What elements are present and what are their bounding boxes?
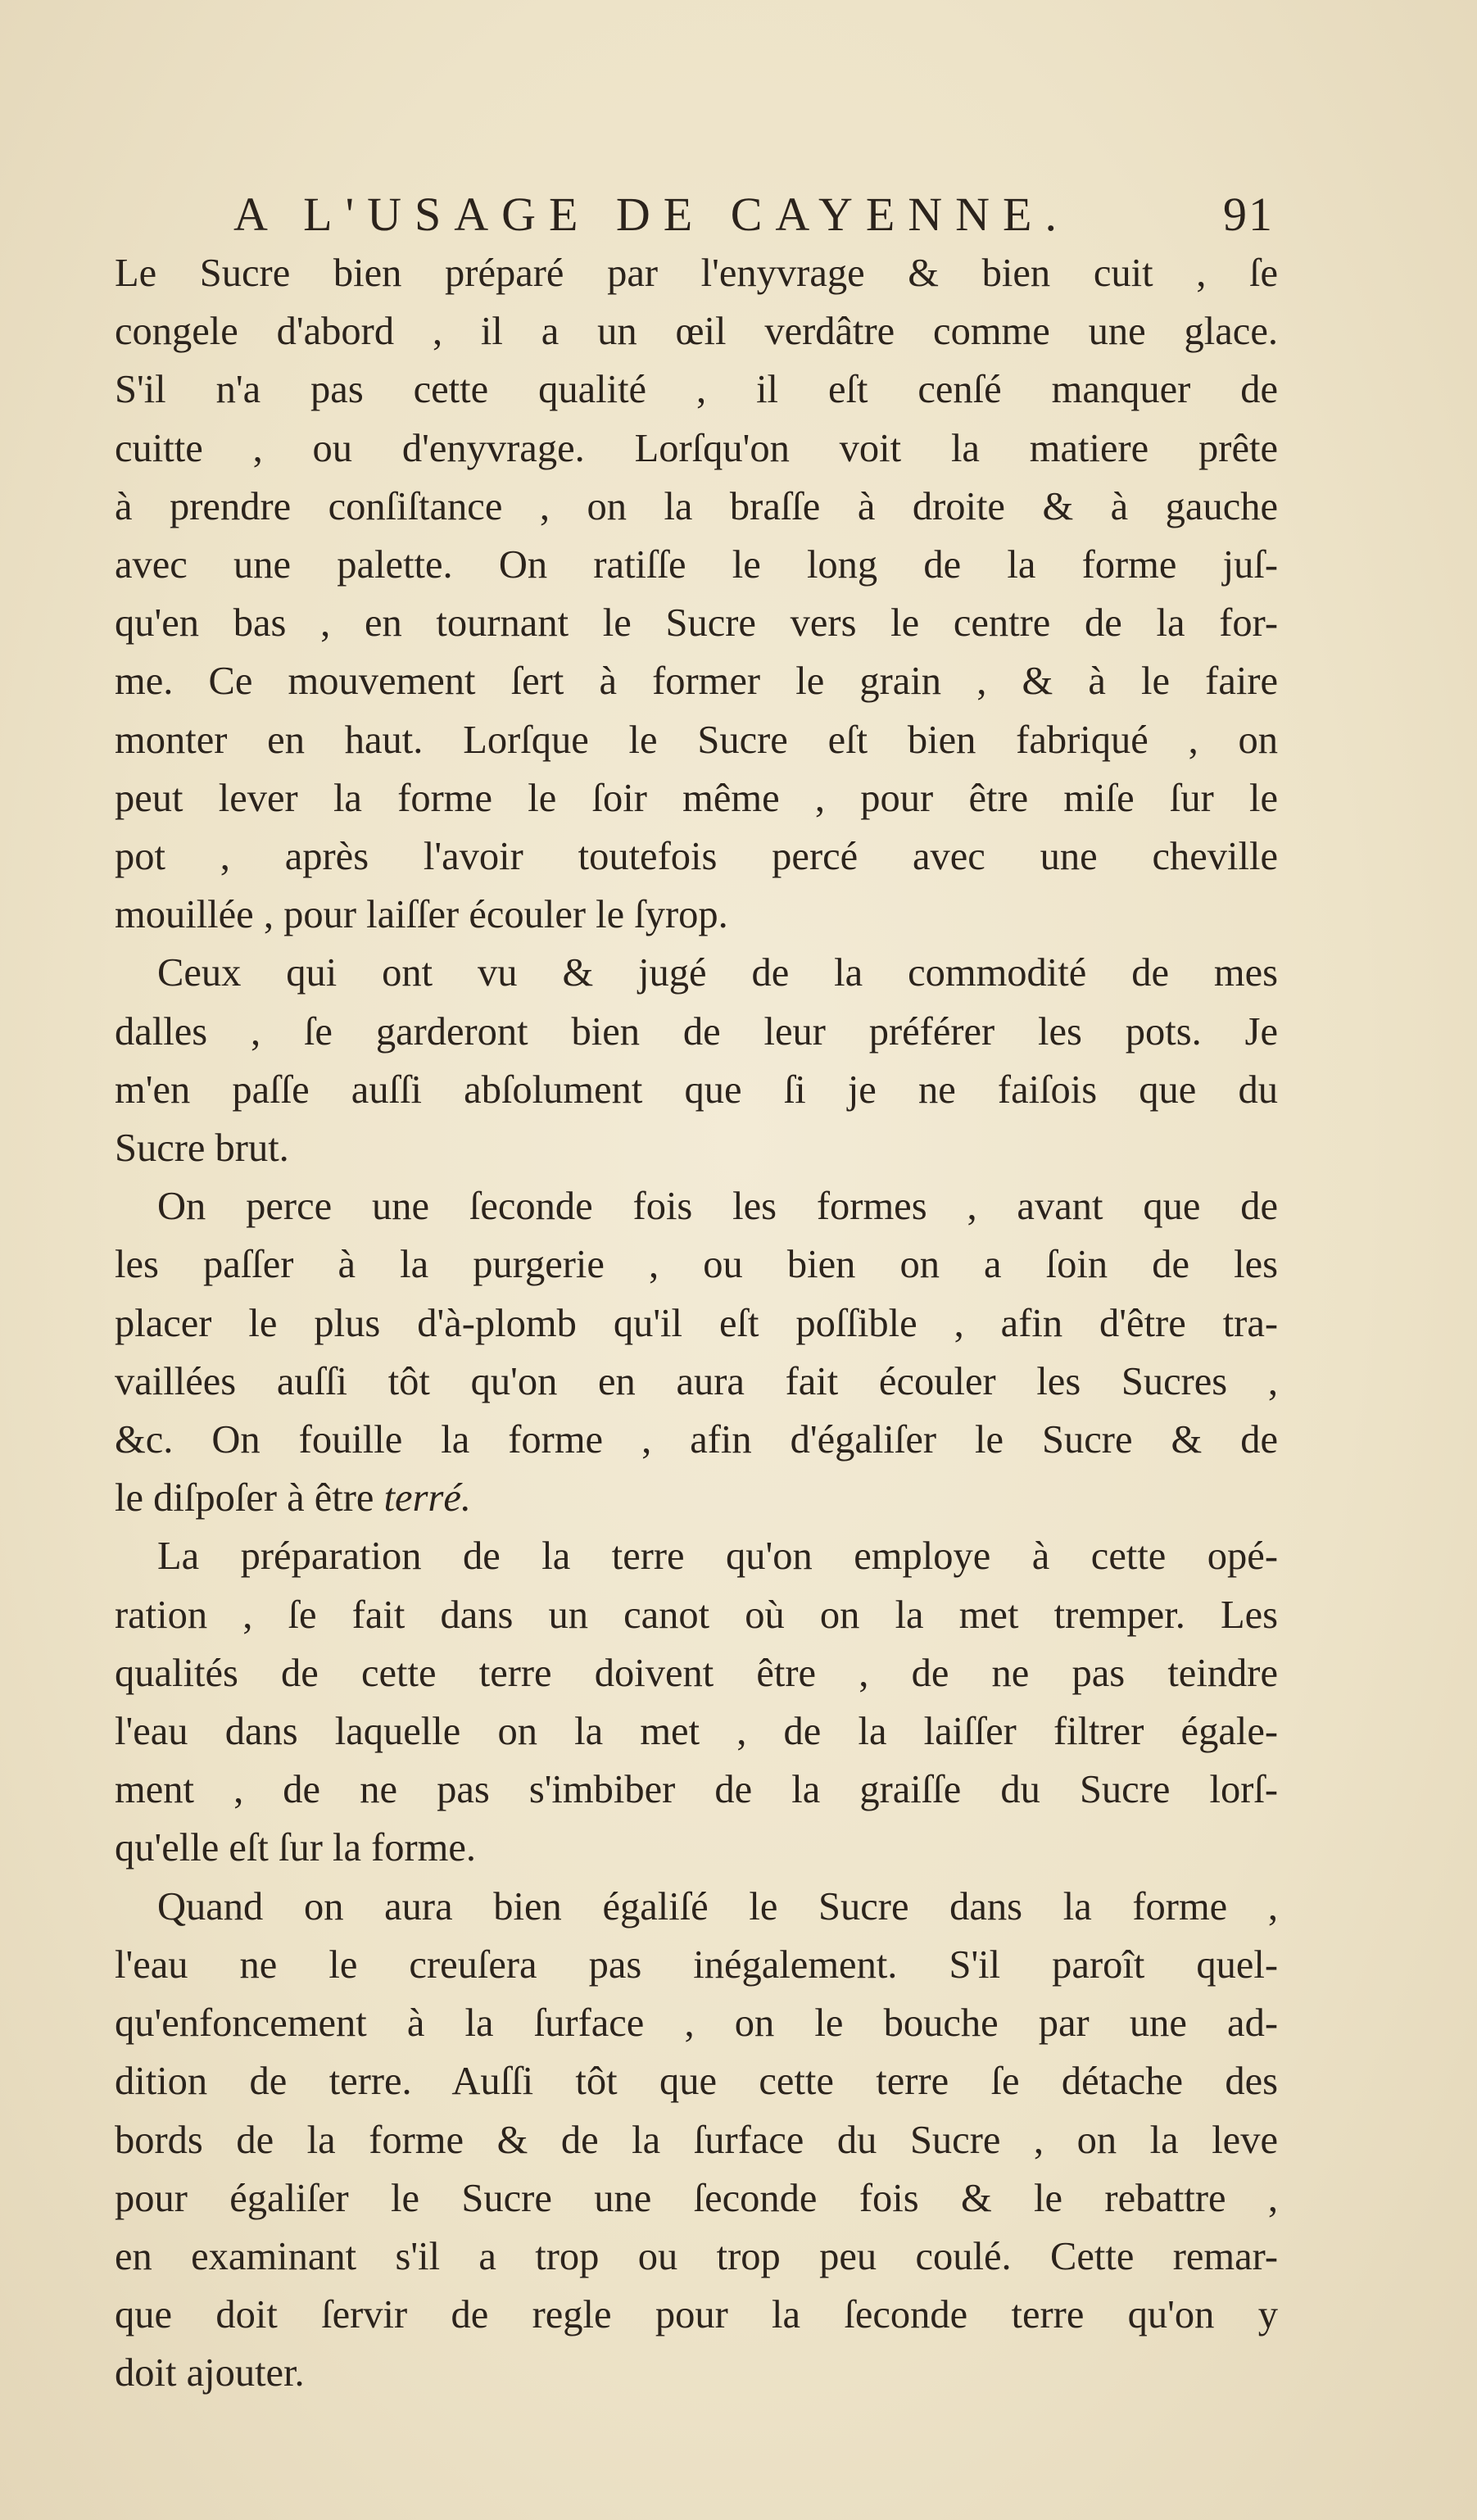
paragraph-3 xyxy=(115,1177,1278,1527)
text-line: cuitte , ou d'enyvrage. Lorſqu'on voit la matiere prête xyxy=(115,426,1278,470)
paragraph-5 xyxy=(115,1878,1278,2403)
text-line: l'eau ne le creuſera pas inégalement. S'il paroît quel- xyxy=(115,1942,1278,1987)
text-line: pour égaliſer le Sucre une ſeconde fois & le rebattre , xyxy=(115,2176,1278,2220)
text-line: placer le plus d'à-plomb qu'il eſt poſſible , afin d'être tra- xyxy=(115,1301,1278,1345)
text-line: l'eau dans laquelle on la met , de la laiſſer filtrer égale- xyxy=(115,1710,1278,1754)
paragraph-1 xyxy=(115,244,1278,944)
text-line: vaillées auſſi tôt qu'on en aura fait écouler les Sucres , xyxy=(115,1359,1278,1403)
text-line: qu'elle eſt ſur la forme. xyxy=(115,1826,477,1870)
text-line: bords de la forme & de la ſurface du Sucre , on la leve xyxy=(115,2118,1278,2162)
text-line: On perce une ſeconde fois les formes , avant que de xyxy=(157,1185,1278,1229)
text-line: Le Sucre bien préparé par l'enyvrage & bien cuit , ſe xyxy=(115,252,1278,295)
text-line: pot , après l'avoir toutefois percé avec une cheville xyxy=(115,835,1278,879)
text-line xyxy=(115,1469,1278,1527)
text-line: monter en haut. Lorſque le Sucre eſt bien fabriqué , on xyxy=(115,718,1278,762)
text-line-start: le diſpoſer à être xyxy=(115,1476,374,1521)
text-line: dalles , ſe garderont bien de leur préférer les pots. Je xyxy=(115,1009,1278,1054)
text-line: ration , ſe fait dans un canot où on la met tremper. Les xyxy=(115,1593,1278,1637)
text-line: doit ajouter. xyxy=(115,2351,305,2395)
text-line: que doit ſervir de regle pour la ſeconde terre qu'on y xyxy=(115,2293,1278,2337)
text-line: à prendre conſiſtance , on la braſſe à droite & à gauche xyxy=(115,484,1278,528)
text-line: ment , de ne pas s'imbiber de la graiſſe du Sucre lorſ- xyxy=(115,1768,1278,1812)
page-number: 91 xyxy=(1223,188,1274,241)
text-line: les paſſer à la purgerie , ou bien on a ſoin de les xyxy=(115,1243,1278,1287)
text-line: dition de terre. Auſſi tôt que cette terre ſe détache des xyxy=(115,2060,1278,2104)
paragraph-4 xyxy=(115,1527,1278,1877)
text-line: qu'en bas , en tournant le Sucre vers le centre de la for- xyxy=(115,601,1278,646)
text-line: congele d'abord , il a un œil verdâtre comme une glace. xyxy=(115,310,1278,354)
body-text xyxy=(115,244,1278,2403)
italic-word: terré. xyxy=(383,1476,471,1521)
text-line: Sucre brut. xyxy=(115,1126,289,1171)
text-line: avec une palette. On ratiſſe le long de la forme juſ- xyxy=(115,543,1278,587)
text-line: Ceux qui ont vu & jugé de la commodité de mes xyxy=(157,951,1278,995)
text-line: La préparation de la terre qu'on employe à cette opé- xyxy=(157,1534,1278,1579)
paragraph-2 xyxy=(115,944,1278,1177)
text-line: en examinant s'il a trop ou trop peu coulé. Cette remar- xyxy=(115,2234,1278,2278)
text-line: Quand on aura bien égaliſé le Sucre dans la forme , xyxy=(157,1884,1278,1929)
text-line: &c. On fouille la forme , afin d'égaliſer le Sucre & de xyxy=(115,1418,1278,1462)
text-line: qu'enfoncement à la ſurface , on le bouche par une ad- xyxy=(115,2001,1278,2046)
text-line: me. Ce mouvement ſert à former le grain , & à le faire xyxy=(115,659,1278,704)
running-header xyxy=(233,187,1274,252)
text-line: peut lever la forme le ſoir même , pour être miſe ſur le xyxy=(115,776,1278,820)
running-title: A L'USAGE DE CAYENNE. xyxy=(233,188,1070,241)
text-line: mouillée , pour laiſſer écouler le ſyrop. xyxy=(115,893,728,937)
text-line: m'en paſſe auſſi abſolument que ſi je ne faiſois que du xyxy=(115,1067,1278,1112)
text-line: qualités de cette terre doivent être , de ne pas teindre xyxy=(115,1651,1278,1695)
text-line: S'il n'a pas cette qualité , il eſt cenſé manquer de xyxy=(115,368,1278,412)
